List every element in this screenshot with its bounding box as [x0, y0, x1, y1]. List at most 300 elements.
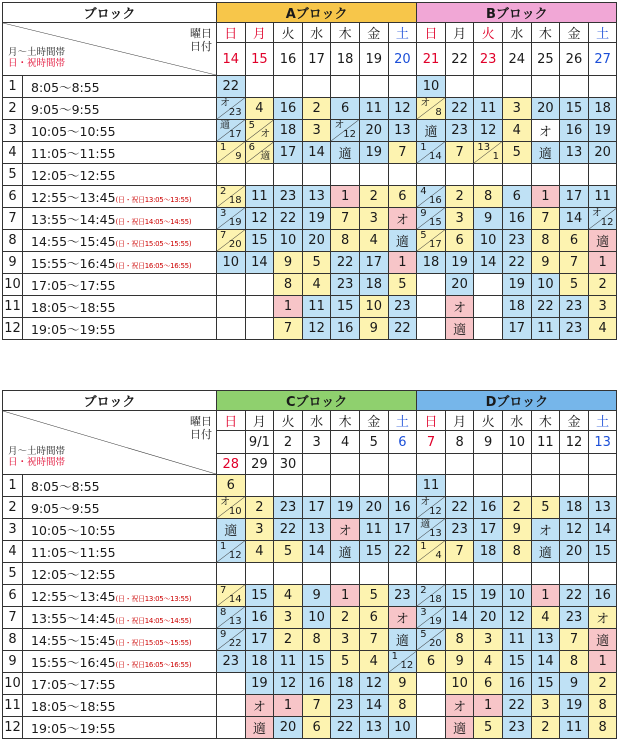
schedule-cell: [217, 717, 246, 739]
schedule-cell: 3: [588, 296, 617, 318]
schedule-cell: 7: [359, 629, 388, 651]
slot-number: 9: [3, 252, 23, 274]
schedule-cell: 19: [331, 497, 360, 519]
dow-cell: 火: [474, 23, 503, 43]
slot-row: [3, 629, 617, 651]
schedule-cell: 17: [302, 497, 331, 519]
schedule-cell: 適: [388, 629, 417, 651]
schedule-cell: 11: [302, 296, 331, 318]
schedule-cell: 2: [531, 717, 560, 739]
schedule-cell: 適: [531, 142, 560, 164]
schedule-cell: 23: [445, 519, 474, 541]
slot-time-text: 10:05〜10:55: [31, 123, 116, 139]
schedule-cell: [417, 230, 446, 252]
schedule-cell: 22: [531, 296, 560, 318]
split-bottom: 12: [600, 217, 614, 228]
split-bottom: 14: [228, 594, 242, 605]
slot-row: [3, 475, 617, 497]
slot-row: [3, 164, 617, 186]
schedule-cell: 10: [502, 585, 531, 607]
schedule-cell: [474, 563, 503, 585]
slot-holiday-note: (日・祝日14:05〜14:55): [115, 217, 192, 226]
split-top: 7: [220, 585, 227, 596]
schedule-cell: オ: [388, 208, 417, 230]
schedule-cell: 3: [445, 208, 474, 230]
slot-number: 2: [3, 98, 23, 120]
slot-row: [3, 252, 617, 274]
schedule-cell: 4: [474, 651, 503, 673]
slot-row: [3, 208, 617, 230]
date-cell: [474, 454, 503, 475]
date-cell: [417, 454, 446, 475]
schedule-cell: 17: [388, 519, 417, 541]
schedule-cell: [445, 563, 474, 585]
slot-time-text: 12:55〜13:45: [31, 189, 116, 205]
split-bottom: 12: [400, 660, 414, 671]
split-cell: [417, 98, 445, 119]
schedule-cell: [588, 76, 617, 98]
schedule-cell: 7: [388, 142, 417, 164]
slot-row: [3, 585, 617, 607]
split-bottom: 19: [429, 616, 442, 627]
schedule-cell: 22: [502, 252, 531, 274]
slot-time: [23, 563, 217, 585]
schedule-cell: 8: [588, 695, 617, 717]
split-bottom: 16: [429, 195, 442, 206]
schedule-cell: 19: [560, 695, 589, 717]
schedule-cell: 7: [331, 208, 360, 230]
slot-time: [23, 717, 217, 739]
date-cell: 6: [388, 431, 417, 454]
schedule-cell: [388, 475, 417, 497]
schedule-cell: オ: [388, 607, 417, 629]
split-bottom: 17: [429, 239, 442, 250]
date-cell: 18: [331, 43, 360, 76]
schedule-cell: 6: [359, 607, 388, 629]
schedule-cell: 16: [588, 585, 617, 607]
schedule-cell: [302, 563, 331, 585]
date-cell: 15: [245, 43, 274, 76]
split-top: オ: [334, 120, 345, 131]
schedule-cell: 7: [302, 695, 331, 717]
schedule-cell: 14: [245, 252, 274, 274]
schedule-cell: [531, 164, 560, 186]
schedule-cell: 23: [217, 651, 246, 673]
schedule-cell: 14: [560, 208, 589, 230]
schedule-cell: 3: [474, 629, 503, 651]
date-cell: 8: [445, 431, 474, 454]
schedule-cell: [417, 98, 446, 120]
date-cell: [302, 454, 331, 475]
slot-time-text: 8:05〜8:55: [31, 478, 100, 494]
schedule-cell: 9: [474, 208, 503, 230]
schedule-cell: [274, 76, 303, 98]
schedule-cell: 11: [502, 629, 531, 651]
dow-cell: 日: [217, 23, 246, 43]
block-header-label: ブロック: [3, 3, 217, 23]
schedule-cell: [245, 142, 274, 164]
date-cell: 3: [302, 431, 331, 454]
schedule-cell: 3: [245, 519, 274, 541]
split-top: 7: [220, 230, 227, 241]
schedule-cell: [245, 318, 274, 340]
slot-number: 6: [3, 585, 23, 607]
split-bottom: 14: [429, 151, 442, 162]
dow-date-labels: [190, 415, 212, 441]
split-cell: [417, 541, 445, 562]
slot-holiday-note: (日・祝日15:05〜15:55): [115, 638, 192, 647]
schedule-cell: 22: [445, 497, 474, 519]
schedule-cell: [388, 76, 417, 98]
schedule-cell: [245, 164, 274, 186]
schedule-cell: 15: [245, 585, 274, 607]
slot-time: [23, 519, 217, 541]
dow-cell: 月: [445, 23, 474, 43]
schedule-cell: 6: [417, 651, 446, 673]
hours-header-cell: [3, 411, 217, 475]
schedule-cell: [217, 629, 246, 651]
schedule-cell: 16: [302, 673, 331, 695]
schedule-cell: 17: [560, 186, 589, 208]
split-top: 1: [420, 142, 427, 153]
split-bottom: 1: [492, 151, 499, 162]
slot-row: [3, 296, 617, 318]
schedule-cell: [588, 475, 617, 497]
schedule-cell: 6: [331, 98, 360, 120]
split-cell: [417, 497, 445, 518]
schedule-cell: [217, 120, 246, 142]
split-cell: [331, 120, 359, 141]
schedule-cell: [417, 629, 446, 651]
schedule-cell: 14: [474, 252, 503, 274]
schedule-cell: 15: [445, 585, 474, 607]
hours-labels: [8, 446, 65, 468]
schedule-cell: [417, 186, 446, 208]
schedule-cell: 2: [245, 497, 274, 519]
schedule-cell: 17: [245, 629, 274, 651]
schedule-cell: 4: [274, 585, 303, 607]
schedule-cell: [388, 164, 417, 186]
slot-number: 10: [3, 673, 23, 695]
schedule-cell: 7: [560, 252, 589, 274]
schedule-cell: 14: [359, 695, 388, 717]
date-cell: 21: [417, 43, 446, 76]
slot-row: [3, 230, 617, 252]
split-cell: [217, 607, 245, 628]
dow-cell: 月: [245, 411, 274, 431]
schedule-cell: 1: [331, 585, 360, 607]
split-bottom: 12: [429, 506, 442, 517]
slot-number: 3: [3, 519, 23, 541]
schedule-cell: [217, 563, 246, 585]
schedule-cell: 8: [588, 717, 617, 739]
slot-time: [23, 673, 217, 695]
schedule-cell: 19: [588, 120, 617, 142]
schedule-cell: [388, 563, 417, 585]
split-top: 8: [220, 607, 227, 618]
schedule-cell: 19: [359, 142, 388, 164]
schedule-cell: 22: [445, 98, 474, 120]
slot-number: 8: [3, 629, 23, 651]
slot-holiday-note: (日・祝日13:05〜13:55): [115, 195, 192, 204]
schedule-cell: 22: [331, 252, 360, 274]
schedule-cell: 23: [388, 296, 417, 318]
schedule-cell: 8: [560, 651, 589, 673]
block-name-1: Dブロック: [417, 391, 617, 411]
schedule-cell: 18: [560, 497, 589, 519]
dow-cell: 月: [245, 23, 274, 43]
split-top: 3: [420, 607, 427, 618]
slot-time: [23, 274, 217, 296]
split-cell: [417, 519, 445, 540]
schedule-cell: [560, 563, 589, 585]
split-top: 5: [420, 230, 427, 241]
schedule-cell: [217, 497, 246, 519]
split-cell: [217, 497, 245, 518]
schedule-cell: 11: [274, 651, 303, 673]
schedule-cell: [474, 318, 503, 340]
schedule-cell: [217, 230, 246, 252]
split-bottom: 17: [228, 129, 242, 140]
schedule-cell: 8: [302, 629, 331, 651]
dow-cell: 日: [417, 23, 446, 43]
weekday-hours-label: 月〜土時間帯: [8, 47, 66, 58]
slot-time-text: 13:55〜14:45: [31, 610, 116, 626]
schedule-cell: 20: [531, 98, 560, 120]
schedule-cell: [274, 475, 303, 497]
schedule-cell: [588, 208, 617, 230]
split-bottom: 13: [228, 616, 242, 627]
schedule-cell: 適: [217, 519, 246, 541]
schedule-cell: 15: [588, 541, 617, 563]
schedule-cell: 7: [445, 541, 474, 563]
split-cell: [217, 186, 245, 207]
slot-row: [3, 673, 617, 695]
schedule-cell: 5: [331, 651, 360, 673]
schedule-cell: 9: [502, 519, 531, 541]
schedule-cell: [588, 563, 617, 585]
weekday-hours-label: 月〜土時間帯: [8, 446, 66, 457]
schedule-cell: 4: [359, 230, 388, 252]
date-cell: [217, 431, 246, 454]
schedule-cell: [502, 76, 531, 98]
schedule-cell: [217, 585, 246, 607]
split-bottom: 15: [429, 217, 442, 228]
schedule-cell: [474, 164, 503, 186]
schedule-cell: 14: [445, 607, 474, 629]
split-bottom: 19: [228, 217, 242, 228]
schedule-cell: [217, 695, 246, 717]
schedule-cell: [359, 164, 388, 186]
schedule-cell: [302, 76, 331, 98]
schedule-cell: 23: [560, 318, 589, 340]
schedule-cell: [217, 318, 246, 340]
schedule-cell: 10: [274, 230, 303, 252]
schedule-cell: 17: [474, 519, 503, 541]
date-cell: [445, 454, 474, 475]
schedule-cell: 10: [531, 274, 560, 296]
schedule-cell: 2: [331, 607, 360, 629]
schedule-cell: [417, 673, 446, 695]
schedule-cell: 22: [217, 76, 246, 98]
schedule-cell: 8: [388, 695, 417, 717]
date-cell: [388, 454, 417, 475]
split-cell: [246, 142, 274, 163]
split-top: 9: [420, 208, 427, 219]
schedule-cell: [217, 607, 246, 629]
schedule-cell: [359, 563, 388, 585]
date-cell: 17: [302, 43, 331, 76]
holiday-hours-label: 日・祝時間帯: [8, 457, 66, 468]
schedule-cell: 10: [445, 673, 474, 695]
slot-time-text: 12:05〜12:55: [31, 566, 116, 582]
slot-time: [23, 475, 217, 497]
schedule-cell: 7: [531, 208, 560, 230]
split-cell: [589, 208, 617, 229]
hours-labels: [8, 47, 65, 69]
schedule-cell: [274, 164, 303, 186]
schedule-cell: 17: [274, 142, 303, 164]
schedule-cell: オ: [588, 607, 617, 629]
slot-row: [3, 186, 617, 208]
schedule-cell: 10: [474, 230, 503, 252]
dow-cell: 土: [588, 411, 617, 431]
split-bottom: 18: [228, 195, 242, 206]
schedule-cell: 4: [359, 651, 388, 673]
schedule-cell: 20: [445, 274, 474, 296]
dow-cell: 水: [302, 411, 331, 431]
schedule-cell: [245, 274, 274, 296]
schedule-cell: 15: [302, 651, 331, 673]
schedule-cell: 6: [474, 673, 503, 695]
schedule-cell: 20: [588, 142, 617, 164]
schedule-cell: 2: [502, 497, 531, 519]
slot-row: [3, 651, 617, 673]
slot-number: 10: [3, 274, 23, 296]
date-cell: 19: [359, 43, 388, 76]
schedule-cell: 12: [388, 98, 417, 120]
schedule-cell: 2: [359, 186, 388, 208]
split-top: 5: [248, 120, 255, 131]
dow-cell: 日: [217, 411, 246, 431]
date-cell: [531, 454, 560, 475]
schedule-cell: オ: [531, 120, 560, 142]
schedule-cell: 11: [560, 717, 589, 739]
schedule-cell: 20: [560, 541, 589, 563]
slot-number: 11: [3, 296, 23, 318]
dow-cell: 土: [588, 23, 617, 43]
split-top: 1: [420, 541, 427, 552]
split-cell: [417, 585, 445, 606]
schedule-cell: [359, 76, 388, 98]
schedule-cell: 3: [502, 98, 531, 120]
schedule-cell: 14: [588, 519, 617, 541]
schedule-cell: 18: [474, 541, 503, 563]
split-bottom: 適: [260, 151, 271, 162]
schedule-cell: [388, 651, 417, 673]
split-top: オ: [591, 208, 602, 219]
date-label: 日付: [190, 428, 212, 441]
schedule-cell: 5: [531, 497, 560, 519]
slot-time-text: 9:05〜9:55: [31, 500, 100, 516]
slot-time: [23, 230, 217, 252]
split-cell: [217, 208, 245, 229]
schedule-cell: 12: [502, 607, 531, 629]
schedule-cell: オ: [331, 519, 360, 541]
dow-cell: 水: [502, 23, 531, 43]
schedule-cell: 10: [359, 296, 388, 318]
schedule-cell: 2: [274, 629, 303, 651]
schedule-cell: 13: [388, 120, 417, 142]
slot-number: 1: [3, 475, 23, 497]
schedule-cell: 15: [331, 296, 360, 318]
schedule-cell: 9: [388, 673, 417, 695]
schedule-cell: 17: [359, 252, 388, 274]
schedule-cell: 適: [445, 318, 474, 340]
schedule-cell: 11: [474, 98, 503, 120]
slot-number: 3: [3, 120, 23, 142]
schedule-cell: 22: [388, 318, 417, 340]
schedule-cell: 4: [245, 541, 274, 563]
schedule-cell: 16: [331, 318, 360, 340]
schedule-cell: 8: [445, 629, 474, 651]
schedule-cell: 22: [560, 585, 589, 607]
schedule-cell: 11: [359, 519, 388, 541]
split-bottom: 18: [429, 594, 442, 605]
schedule-cell: 13: [560, 142, 589, 164]
schedule-cell: [331, 563, 360, 585]
split-top: 3: [220, 208, 227, 219]
date-cell: 22: [445, 43, 474, 76]
dow-cell: 木: [531, 411, 560, 431]
date-cell: 16: [274, 43, 303, 76]
slot-row: [3, 120, 617, 142]
slot-holiday-note: (日・祝日15:05〜15:55): [115, 239, 192, 248]
date-cell: 9/1: [245, 431, 274, 454]
schedule-cell: 6: [388, 186, 417, 208]
schedule-cell: 適: [445, 717, 474, 739]
dow-date-labels: [190, 27, 212, 53]
schedule-cell: 22: [274, 208, 303, 230]
schedule-cell: 1: [588, 252, 617, 274]
holiday-hours-label: 日・祝時間帯: [8, 58, 66, 69]
slot-time: [23, 208, 217, 230]
slot-time: [23, 142, 217, 164]
split-cell: [417, 208, 445, 229]
dow-cell: 土: [388, 411, 417, 431]
split-bottom: 23: [228, 107, 242, 118]
schedule-cell: [474, 76, 503, 98]
date-cell: 5: [359, 431, 388, 454]
schedule-cell: 2: [588, 274, 617, 296]
schedule-cell: [417, 497, 446, 519]
schedule-cell: 2: [302, 98, 331, 120]
schedule-cell: 20: [359, 120, 388, 142]
schedule-cell: 15: [502, 651, 531, 673]
date-cell: [359, 454, 388, 475]
schedule-cell: 18: [417, 252, 446, 274]
schedule-cell: [588, 164, 617, 186]
schedule-cell: [359, 475, 388, 497]
schedule-cell: [417, 563, 446, 585]
schedule-cell: [217, 186, 246, 208]
split-bottom: 20: [429, 638, 442, 649]
schedule-cell: [474, 296, 503, 318]
slot-row: [3, 274, 617, 296]
slot-number: 11: [3, 695, 23, 717]
schedule-cell: 5: [302, 252, 331, 274]
slot-time-text: 8:05〜8:55: [31, 79, 100, 95]
